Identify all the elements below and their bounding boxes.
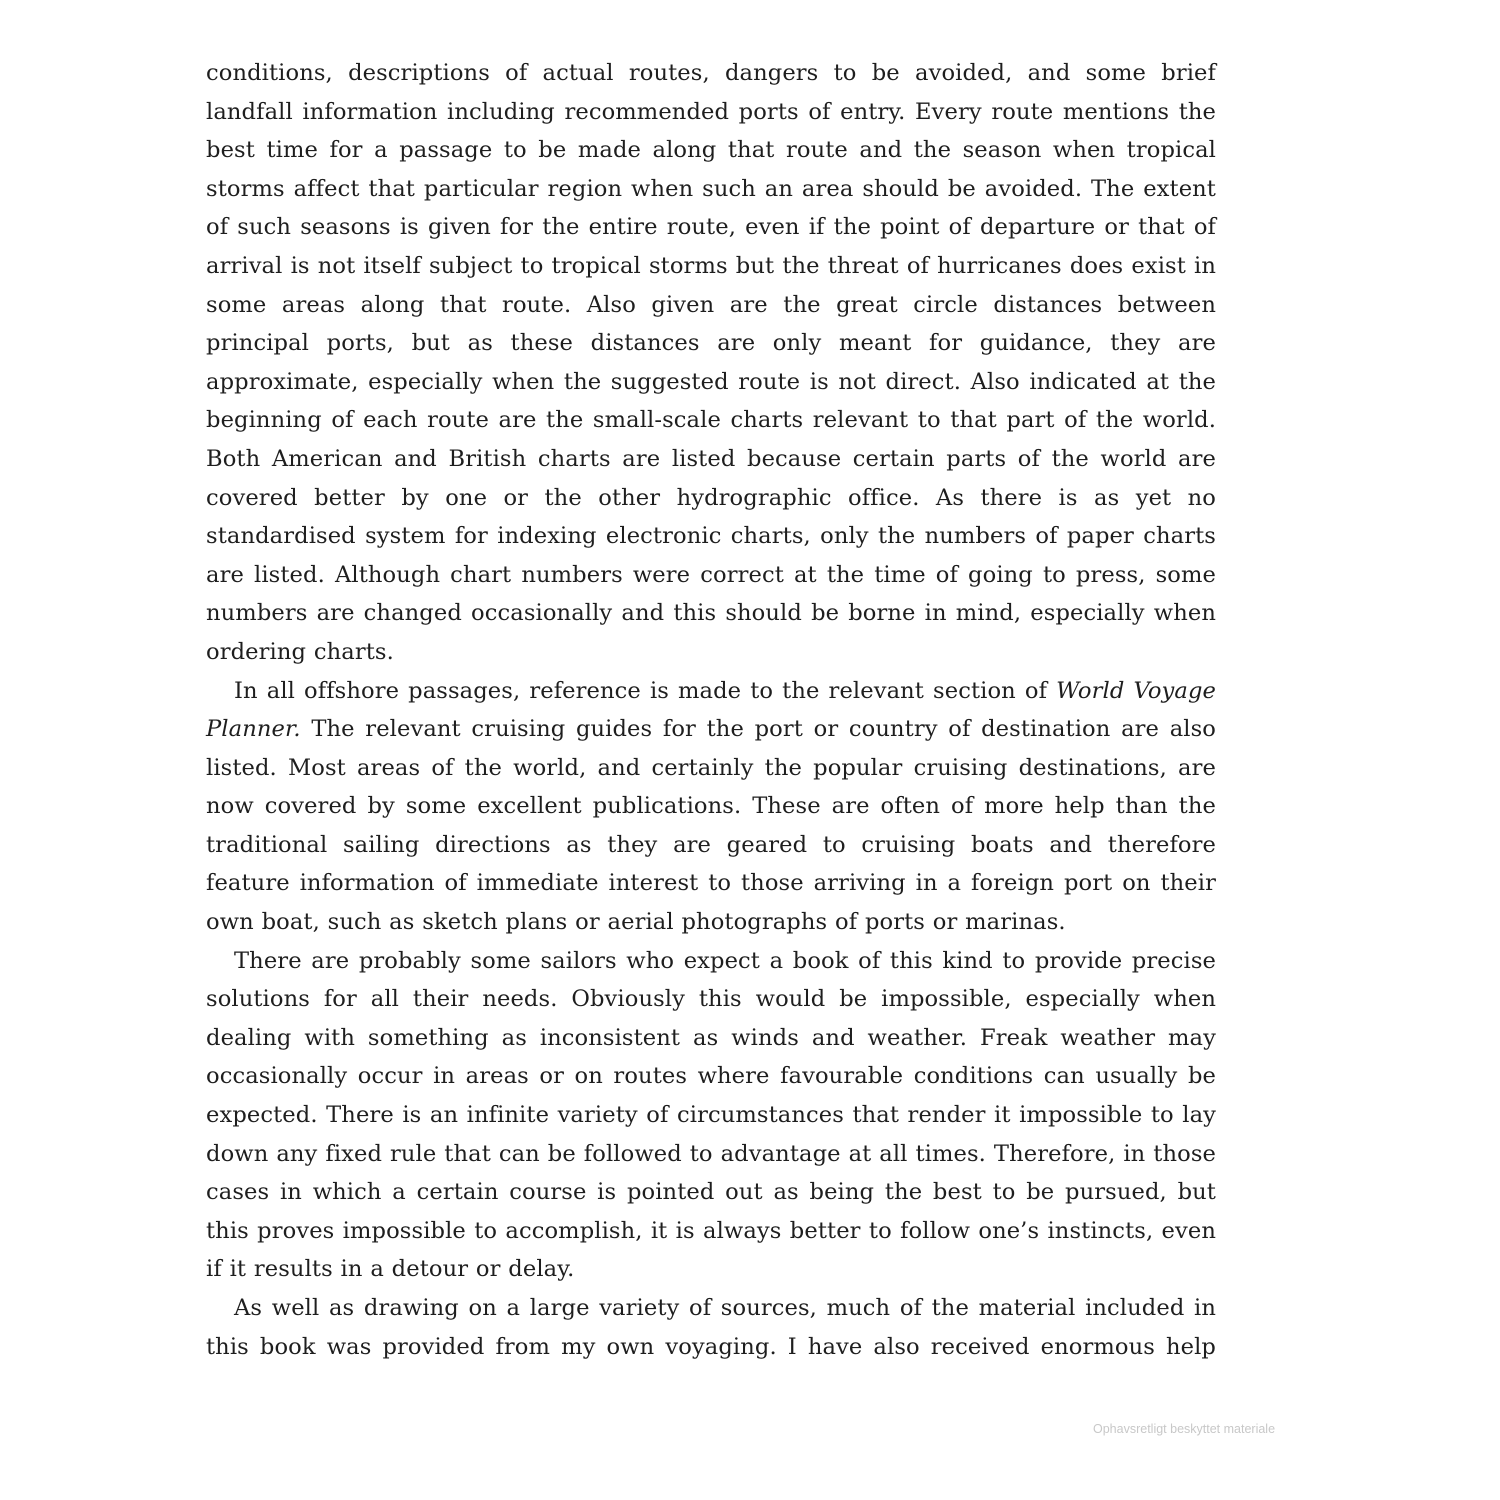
- paragraph-4: As well as drawing on a large variety of sources, much of the material included in this book was provided from my own voyaging. I have also received enormous help: [206, 1295, 1216, 1360]
- paragraph-2-text-before: In all offshore passages, reference is made to the relevant section of: [234, 677, 1057, 704]
- body-text: [206, 54, 1216, 1366]
- paragraph-3: There are probably some sailors who expect a book of this kind to provide precise solutions for all their needs. Obviously this would be impossible, especially when dealing with something as inconsistent as winds and weather. Freak weather may occasionally occur in areas or on routes where favourable conditions can usually be expected. There is an infinite variety of circumstances that render it impossible to lay down any fixed rule that can be followed to advantage at all times. Therefore, in those cases in which a certain course is pointed out as being the best to be pursued, but this proves impossible to accomplish, it is always better to follow one’s instincts, even if it results in a detour or delay.: [206, 947, 1216, 1283]
- paragraph-1: conditions, descriptions of actual routes, dangers to be avoided, and some brief landfall information including recommended ports of entry. Every route mentions the best time for a passage to be made along that route and the season when tropical storms affect that particular region when such an area should be avoided. The extent of such seasons is given for the entire route, even if the point of departure or that of arrival is not itself subject to tropical storms but the threat of hurricanes does exist in some areas along that route. Also given are the great circle distances between principal ports, but as these distances are only meant for guidance, they are approximate, especially when the suggested route is not direct. Also indicated at the beginning of each route are the small-scale charts relevant to that part of the world. Both American and British charts are listed because certain parts of the world are covered better by one or the other hydrographic office. As there is as yet no standardised system for indexing electronic charts, only the numbers of paper charts are listed. Although chart numbers were correct at the time of going to press, some numbers are changed occasionally and this should be borne in mind, especially when ordering charts.: [206, 60, 1216, 665]
- paragraph-2: [206, 672, 1216, 942]
- paragraph-2-text-after: The relevant cruising guides for the port or country of destination are also listed. Most areas of the world, and certainly the popular cruising destinations, are now covered by some excellent publications. These are often of more help than the traditional sailing directions as they are geared to cruising boats and therefore feature information of immediate interest to those arriving in a foreign port on their own boat, such as sketch plans or aerial photographs of ports or marinas.: [206, 716, 1216, 936]
- book-title-italic: World Voyage Planner.: [206, 677, 1217, 743]
- copyright-watermark: Ophavsretligt beskyttet materiale: [1093, 1422, 1276, 1436]
